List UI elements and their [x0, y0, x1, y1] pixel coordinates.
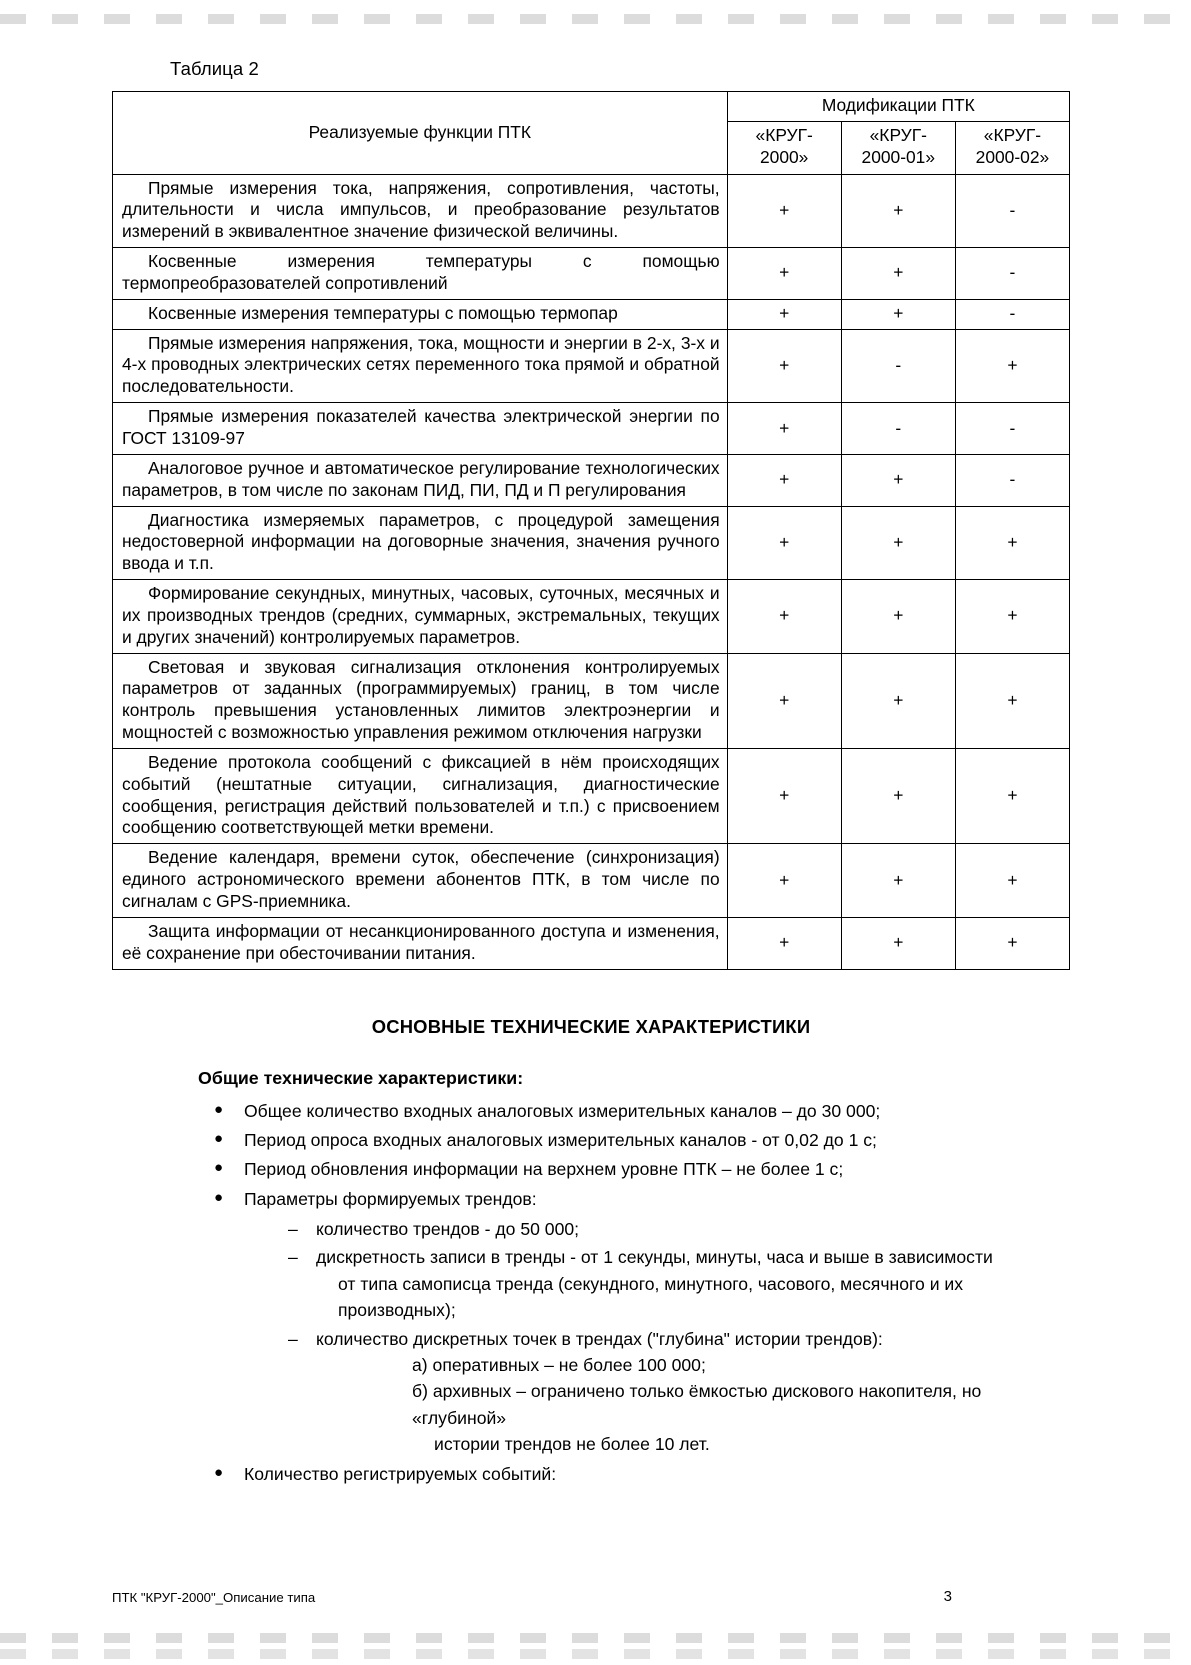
bullet-icon: ●: [214, 1100, 224, 1118]
function-text: Световая и звуковая сигнализация отклонения контролируемых параметров от заданных (программируемых) границ, в том числе контроль превышения установленных лимитов электроэнергии и мощностей с возможностью управления режимом отключения нагрузки: [113, 653, 728, 748]
table-caption: Таблица 2: [170, 58, 259, 79]
function-text: Защита информации от несанкционированного доступа и изменения, её сохранение при обесточивании питания.: [113, 917, 728, 969]
mark-krug-2000-02: +: [955, 506, 1069, 580]
scan-artifact-bottom-secondary: [0, 1649, 1191, 1659]
list-item-text: Период опроса входных аналоговых измерительных каналов - от 0,02 до 1 с;: [244, 1129, 877, 1150]
page-number: 3: [943, 1588, 952, 1605]
list-item: [208, 1461, 1070, 1487]
list-item-text: Период обновления информации на верхнем уровне ПТК – не более 1 с;: [244, 1159, 844, 1180]
table-row: [113, 248, 1070, 300]
mark-krug-2000-02: -: [955, 299, 1069, 329]
mark-krug-2000: +: [727, 748, 841, 843]
list-item-text: дискретность записи в тренды - от 1 секунды, минуты, часа и выше в зависимости: [316, 1247, 993, 1268]
lettered-item-continuation: истории трендов не более 10 лет.: [434, 1434, 710, 1455]
subsection-title: Общие технические характеристики:: [198, 1067, 524, 1088]
lettered-sublist: [412, 1352, 1070, 1458]
mark-krug-2000-02: +: [955, 653, 1069, 748]
mark-krug-2000: +: [727, 299, 841, 329]
mark-krug-2000-01: +: [841, 580, 955, 654]
header-column-krug-2000: [727, 121, 841, 174]
mark-krug-2000-01: +: [841, 653, 955, 748]
mark-krug-2000-02: +: [955, 329, 1069, 403]
mark-krug-2000: +: [727, 174, 841, 248]
list-item-text: Общее количество входных аналоговых измерительных каналов – до 30 000;: [244, 1100, 881, 1121]
mark-krug-2000-01: -: [841, 403, 955, 455]
mark-krug-2000-02: +: [955, 748, 1069, 843]
mark-krug-2000-01: +: [841, 299, 955, 329]
table-row: [113, 917, 1070, 969]
bullet-icon: ●: [214, 1159, 224, 1177]
mark-krug-2000: +: [727, 506, 841, 580]
table-row: [113, 580, 1070, 654]
mark-krug-2000-02: +: [955, 844, 1069, 918]
mark-krug-2000-02: +: [955, 580, 1069, 654]
lettered-item: [412, 1378, 1070, 1457]
scan-artifact-top: [0, 14, 1191, 24]
mark-krug-2000-01: +: [841, 174, 955, 248]
dash-icon: –: [288, 1247, 298, 1268]
table-row: [113, 844, 1070, 918]
mark-krug-2000-01: +: [841, 506, 955, 580]
mark-krug-2000-01: +: [841, 748, 955, 843]
mark-krug-2000-02: +: [955, 917, 1069, 969]
list-item: [208, 1186, 1070, 1458]
mark-krug-2000-01: +: [841, 917, 955, 969]
mark-krug-2000: +: [727, 653, 841, 748]
mark-krug-2000-01: +: [841, 454, 955, 506]
list-item: [286, 1216, 1070, 1242]
header-col1-line1: «КРУГ-: [755, 124, 813, 145]
header-col3-line2: 2000-02»: [975, 146, 1050, 167]
lettered-item-text: б) архивных – ограничено только ёмкостью дискового накопителя, но «глубиной»: [412, 1381, 982, 1428]
list-item: [286, 1244, 1070, 1323]
header-functions-column: Реализуемые функции ПТК: [113, 92, 728, 175]
footer-document-label: ПТК "КРУГ-2000"_Описание типа: [112, 1590, 316, 1605]
mark-krug-2000-01: -: [841, 329, 955, 403]
table-row: [113, 329, 1070, 403]
mark-krug-2000: +: [727, 248, 841, 300]
list-item: [208, 1098, 1070, 1124]
list-item-text: количество трендов - до 50 000;: [316, 1219, 580, 1240]
mark-krug-2000-02: -: [955, 248, 1069, 300]
mark-krug-2000: +: [727, 329, 841, 403]
function-text: Ведение календаря, времени суток, обеспечение (синхронизация) единого астрономического времени абонентов ПТК, в том числе по сигналам с GPS-приемника.: [113, 844, 728, 918]
header-column-krug-2000-02: [955, 121, 1069, 174]
function-text: Аналоговое ручное и автоматическое регулирование технологических параметров, в том числе по законам ПИД, ПИ, ПД и П регулирования: [113, 454, 728, 506]
table-row: [113, 653, 1070, 748]
table-head: [113, 92, 1070, 175]
mark-krug-2000-02: -: [955, 403, 1069, 455]
table-row: [113, 299, 1070, 329]
mark-krug-2000-02: -: [955, 454, 1069, 506]
table-body: [113, 174, 1070, 969]
header-col3-line1: «КРУГ-: [983, 124, 1042, 145]
mark-krug-2000: +: [727, 454, 841, 506]
function-text: Диагностика измеряемых параметров, с процедурой замещения недостоверной информации на договорные значения, значения ручного ввода и т.п.: [113, 506, 728, 580]
header-col1-line2: 2000»: [760, 146, 809, 167]
header-col2-line2: 2000-01»: [861, 146, 936, 167]
bullet-icon: ●: [214, 1188, 224, 1206]
list-item-text: Параметры формируемых трендов:: [244, 1188, 537, 1209]
specs-bullet-list: [112, 1098, 1070, 1487]
table-header-row-group: [113, 92, 1070, 122]
dash-icon: –: [288, 1219, 298, 1240]
page-title: ОСНОВНЫЕ ТЕХНИЧЕСКИЕ ХАРАКТЕРИСТИКИ: [371, 1015, 811, 1037]
scan-artifact-bottom: [0, 1633, 1191, 1643]
list-item-text: Количество регистрируемых событий:: [244, 1463, 557, 1484]
bullet-icon: ●: [214, 1463, 224, 1481]
header-col2-line1: «КРУГ-: [869, 124, 927, 145]
dash-icon: –: [288, 1328, 298, 1349]
mark-krug-2000: +: [727, 580, 841, 654]
function-text: Прямые измерения тока, напряжения, сопротивления, частоты, длительности и числа импульсов, и преобразование результатов измерений в эквивалентное значение физической величины.: [113, 174, 728, 248]
list-item: [286, 1326, 1070, 1458]
functions-table: [112, 91, 1070, 970]
list-item-continuation: от типа самописца тренда (секундного, минутного, часового, месячного и их производных);: [338, 1273, 964, 1321]
function-text: Ведение протокола сообщений с фиксацией в нём происходящих событий (нештатные ситуации, сигнализация, диагностические сообщения, регистрация действий пользователей и т.п.) с присвоением сообщению соответствующей метки времени.: [113, 748, 728, 843]
function-text: Косвенные измерения температуры с помощью термопар: [113, 299, 728, 329]
table-row: [113, 506, 1070, 580]
function-text: Прямые измерения напряжения, тока, мощности и энергии в 2-х, 3-х и 4-х проводных электрических сетях переменного тока прямой и обратной последовательности.: [113, 329, 728, 403]
mark-krug-2000: +: [727, 403, 841, 455]
function-text: Прямые измерения показателей качества электрической энергии по ГОСТ 13109-97: [113, 403, 728, 455]
mark-krug-2000-02: -: [955, 174, 1069, 248]
lettered-item-text: а) оперативных – не более 100 000;: [412, 1355, 706, 1376]
page-content: [112, 58, 1070, 1490]
header-modifications-group: Модификации ПТК: [727, 92, 1069, 122]
list-item: [208, 1156, 1070, 1182]
table-row: [113, 403, 1070, 455]
list-item-text: количество дискретных точек в трендах ("глубина" истории трендов):: [316, 1328, 883, 1349]
page-footer: [112, 1588, 1070, 1605]
mark-krug-2000: +: [727, 917, 841, 969]
function-text: Формирование секундных, минутных, часовых, суточных, месячных и их производных трендов (средних, суммарных, экстремальных, текущих и других значений) контролируемых параметров.: [113, 580, 728, 654]
mark-krug-2000-01: +: [841, 248, 955, 300]
mark-krug-2000-01: +: [841, 844, 955, 918]
bullet-icon: ●: [214, 1129, 224, 1147]
table-row: [113, 174, 1070, 248]
function-text: Косвенные измерения температуры с помощью термопреобразователей сопротивлений: [113, 248, 728, 300]
trend-parameters-list: [244, 1216, 1070, 1458]
table-row: [113, 748, 1070, 843]
lettered-item: [412, 1352, 1070, 1378]
list-item: [208, 1127, 1070, 1153]
mark-krug-2000: +: [727, 844, 841, 918]
header-column-krug-2000-01: [841, 121, 955, 174]
table-row: [113, 454, 1070, 506]
